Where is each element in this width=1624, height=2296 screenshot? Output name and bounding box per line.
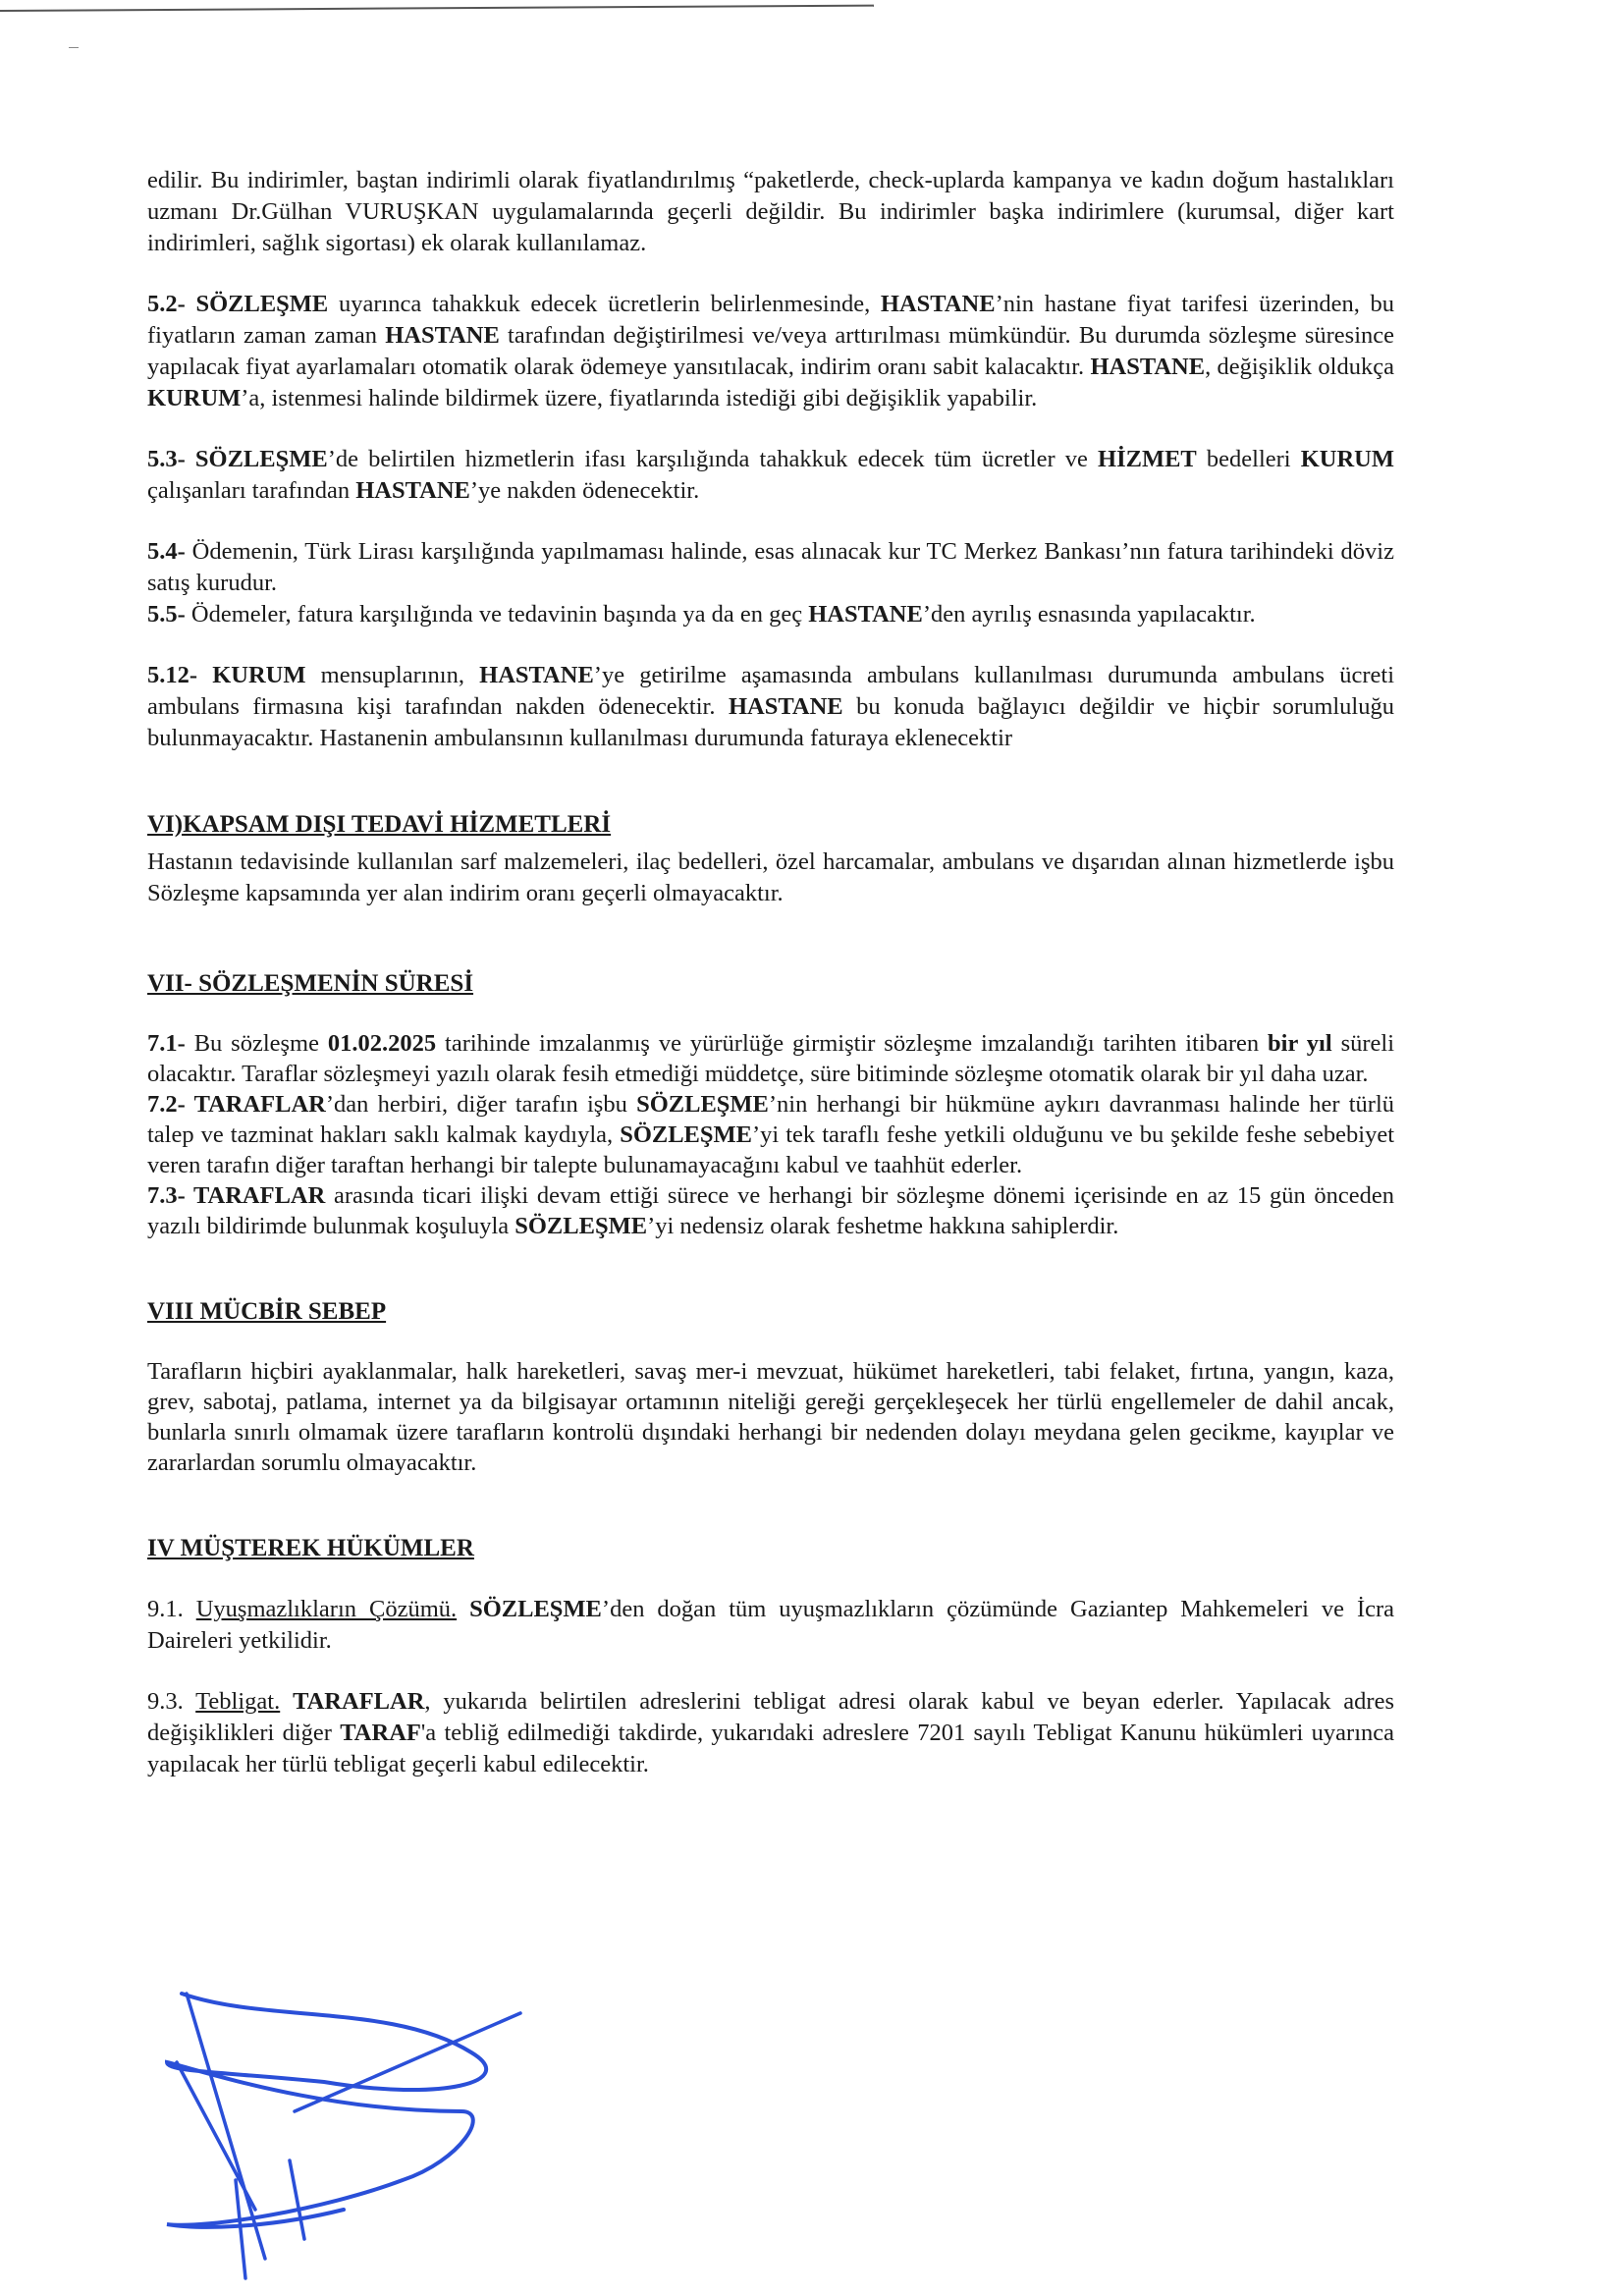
bold-text: 7.3- TARAFLAR	[147, 1182, 326, 1209]
text-segment: ’de belirtilen hizmetlerin ifası karşılığında tahakkuk edecek tüm ücretler ve	[327, 446, 1099, 472]
text-segment: 9.1.	[147, 1596, 196, 1622]
bold-text: HASTANE	[808, 601, 923, 628]
text-segment: arasında ticari ilişki devam ettiği sürece ve herhangi bir sözleşme dönemi içerisinde en az 15 gün önceden yazılı bildirimde bulunmak koşuluyla	[147, 1182, 1394, 1239]
text-segment: ’yi nedensiz olarak feshetme hakkına sahiplerdir.	[647, 1213, 1119, 1239]
bold-text: KURUM	[147, 385, 242, 411]
text-segment: çalışanları tarafından	[147, 477, 356, 504]
text-segment: Ödemeler, fatura karşılığında ve tedavinin başında ya da en geç	[185, 601, 809, 628]
bold-text: 5.3- SÖZLEŞME	[147, 446, 328, 472]
bold-text: HASTANE	[355, 477, 470, 504]
bold-text: SÖZLEŞME	[636, 1091, 769, 1118]
text-segment: süreli olacaktır. Taraflar sözleşmeyi yazılı olarak fesih etmediği müddetçe, süre bitiminde sözleşme otomatik olarak bir yıl daha uzar.	[147, 1030, 1395, 1087]
bold-text: TARAFLAR	[293, 1688, 425, 1715]
text-segment: bedelleri	[1196, 446, 1301, 472]
text-segment: Hastanın tedavisinde kullanılan sarf malzemeleri, ilaç bedelleri, özel harcamalar, ambulans ve dışarıdan alınan hizmetlerde işbu Sözleşme kapsamında yer alan indirim oranı geçerli olmayacaktır.	[147, 848, 1394, 906]
bold-text: HASTANE	[729, 693, 843, 720]
bold-text: HASTANE	[880, 291, 996, 317]
bold-text: HASTANE	[385, 322, 500, 349]
clause-5-4	[147, 536, 1394, 599]
text-segment: tarafından değiştirilmesi ve/veya arttırılması mümkündür. Bu durumda sözleşme süresince yapılacak fiyat ayarlamaları otomatik olarak ödemeye yansıtılacak, indirim oranı sabit kalacaktır.	[147, 322, 1395, 380]
text-segment: Ödemenin, Türk Lirası karşılığında yapılmaması halinde, esas alınacak kur TC Merkez Bankası’nın fatura tarihindeki döviz satış kurudur.	[147, 538, 1394, 596]
clause-5-5	[147, 599, 1394, 630]
bold-text: 5.4-	[147, 538, 186, 565]
text-segment: ’ye nakden ödenecektir.	[469, 477, 700, 504]
section-8	[147, 1296, 1394, 1478]
text-segment: ’nin hastane fiyat tarifesi üzerinden, bu fiyatların zaman zaman	[147, 291, 1394, 349]
bold-text: SÖZLEŞME	[469, 1596, 602, 1622]
clause-9-1	[147, 1594, 1394, 1657]
section-5-continued	[147, 444, 1394, 754]
clause-7-1	[147, 1028, 1394, 1089]
text-segment: 9.3.	[147, 1688, 196, 1715]
bold-text: TARAF	[340, 1720, 421, 1746]
bold-text: KURUM	[1300, 446, 1394, 472]
text-segment: bu konuda bağlayıcı değildir ve hiçbir sorumluluğu bulunmayacaktır. Hastanenin ambulansının kullanılması durumunda faturaya eklenecektir	[147, 693, 1394, 751]
section-9	[147, 1533, 1394, 1780]
text-segment: ’ye getirilme aşamasında ambulans kullanılması durumunda ambulans ücreti ambulans firmasına kişi tarafından nakden ödenecektir.	[147, 662, 1395, 720]
bold-text: 01.02.2025	[327, 1030, 437, 1057]
intro-paragraph	[147, 165, 1394, 259]
heading-section-7: VII- SÖZLEŞMENİN SÜRESİ	[147, 970, 474, 997]
clause-7-2	[147, 1089, 1394, 1180]
bold-text: bir yıl	[1268, 1030, 1332, 1057]
heading-section-9: IV MÜŞTEREK HÜKÜMLER	[147, 1535, 474, 1561]
underlined-title: Uyuşmazlıkların Çözümü.	[195, 1596, 458, 1622]
bold-text: 7.2- TARAFLAR	[147, 1091, 326, 1118]
heading-section-8: VIII MÜCBİR SEBEP	[147, 1298, 387, 1325]
text-segment: , değişiklik oldukça	[1205, 354, 1394, 380]
bold-text: 7.1-	[147, 1030, 186, 1057]
text-segment: uyarınca tahakkuk edecek ücretlerin belirlenmesinde,	[328, 291, 881, 317]
text-segment: ’den ayrılış esnasında yapılacaktır.	[922, 601, 1256, 628]
text-segment: , yukarıda belirtilen adreslerini tebligat adresi olarak kabul ve beyan ederler. Yapılacak adres değişiklikleri diğer	[147, 1688, 1394, 1746]
bold-text: 5.2- SÖZLEŞME	[147, 291, 329, 317]
text-segment: ’den doğan tüm uyuşmazlıkların çözümünde Gaziantep Mahkemeleri ve İcra Daireleri yetkilidir.	[147, 1596, 1395, 1654]
clause-7-3	[147, 1180, 1394, 1241]
text-segment: tarihinde imzalanmış ve yürürlüğe girmiştir sözleşme imzalandığı tarihten itibaren	[436, 1030, 1269, 1057]
scan-edge-line	[0, 5, 874, 12]
bold-text: SÖZLEŞME	[620, 1121, 752, 1148]
text-segment: ’yi tek taraflı feshe yetkili olduğunu ve bu şekilde feshe sebebiyet veren tarafın diğer taraftan herhangi bir talepte bulunamayacağını kabul ve taahhüt ederler.	[147, 1121, 1395, 1178]
section-5-payment	[147, 165, 1394, 414]
section-6-paragraph	[147, 847, 1394, 909]
bold-text: HASTANE	[479, 662, 594, 688]
text-segment: edilir. Bu indirimler, baştan indirimli olarak fiyatlandırılmış “paketlerde, check-uplarda kampanya ve kadın doğum hastalıkları uzmanı Dr.Gülhan VURUŞKAN uygulamalarında geçerli değildir. Bu indirimler başka indirimlere (kurumsal, diğer kart indirimleri, sağlık sigortası) ek olarak kullanılamaz.	[147, 167, 1394, 256]
document-body	[147, 165, 1394, 1780]
section-6	[147, 809, 1394, 909]
clause-5-12	[147, 660, 1394, 754]
bold-text: SÖZLEŞME	[514, 1213, 648, 1239]
bold-text: HİZMET	[1098, 446, 1197, 472]
bold-text: HASTANE	[1090, 354, 1206, 380]
section-7	[147, 968, 1394, 1241]
text-segment: ’nin herhangi bir hükmüne aykırı davranması halinde her türlü talep ve tazminat hakları saklı kalmak kaydıyla,	[147, 1091, 1395, 1148]
clause-5-3	[147, 444, 1394, 507]
clause-5-2	[147, 289, 1394, 414]
bold-text: 5.5-	[147, 601, 186, 628]
clause-9-3	[147, 1686, 1394, 1780]
text-segment: mensuplarının,	[305, 662, 480, 688]
text-segment: ’a, istenmesi halinde bildirmek üzere, fiyatlarında istediği gibi değişiklik yapabilir.	[241, 385, 1038, 411]
text-segment: ’dan herbiri, diğer tarafın işbu	[325, 1091, 637, 1118]
scan-mark	[69, 47, 79, 48]
text-segment: 'a tebliğ edilmediği takdirde, yukarıdaki adreslere 7201 sayılı Tebligat Kanunu hükümleri uyarınca yapılacak her türlü tebligat geçerli kabul edilecektir.	[147, 1720, 1395, 1777]
signature-scribble	[147, 1964, 638, 2288]
heading-section-6: VI)KAPSAM DIŞI TEDAVİ HİZMETLERİ	[147, 811, 612, 838]
bold-text: 5.12- KURUM	[147, 662, 306, 688]
text-segment: Bu sözleşme	[185, 1030, 328, 1057]
text-segment	[457, 1596, 469, 1622]
section-8-paragraph	[147, 1356, 1394, 1478]
text-segment: Tarafların hiçbiri ayaklanmalar, halk hareketleri, savaş mer-i mevzuat, hükümet hareketleri, tabi felaket, fırtına, yangın, kaza, grev, sabotaj, patlama, internet ya da bilgisayar ortamının niteliği gereği gerçekleşecek her türlü engellemeler de dahil ancak, bunlarla sınırlı olmamak üzere tarafların kontrolü dışındaki herhangi bir nedenden dolayı meydana gelen gecikme, kayıplar ve zararlardan sorumlu olmayacaktır.	[147, 1358, 1394, 1476]
text-segment	[280, 1688, 293, 1715]
underlined-title: Tebligat.	[195, 1688, 281, 1715]
